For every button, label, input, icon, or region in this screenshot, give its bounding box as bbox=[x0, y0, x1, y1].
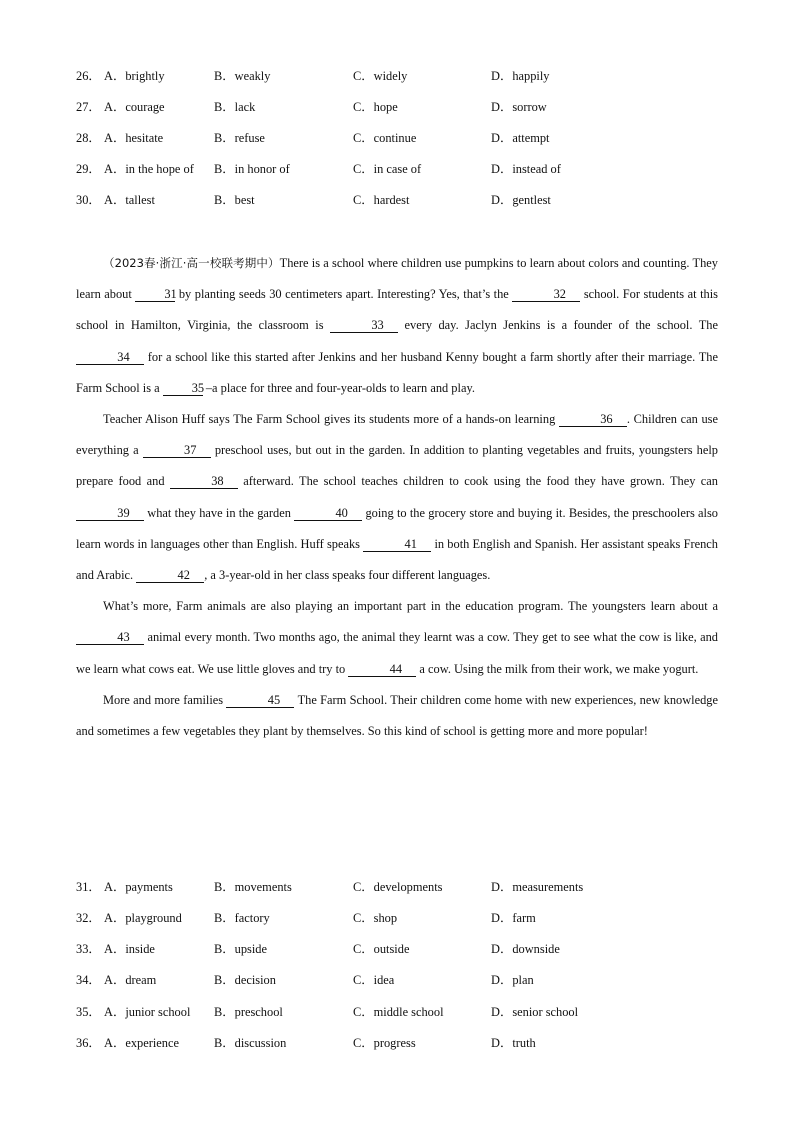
question-number: 36． bbox=[76, 1036, 101, 1050]
option-a: A．brightly bbox=[104, 69, 165, 83]
option-c: C．widely bbox=[353, 69, 408, 83]
option-b: B．preschool bbox=[214, 1005, 283, 1019]
question-number: 33． bbox=[76, 942, 101, 956]
option-b: B．decision bbox=[214, 973, 276, 987]
blank-43: 43 bbox=[76, 630, 144, 645]
option-d: D．truth bbox=[491, 1036, 536, 1050]
blank-44: 44 bbox=[348, 662, 416, 677]
option-c: C．middle school bbox=[353, 1005, 444, 1019]
option-d: D．plan bbox=[491, 973, 534, 987]
option-a: A．courage bbox=[104, 100, 165, 114]
option-c: C．developments bbox=[353, 880, 443, 894]
blank-42: 42 bbox=[136, 568, 204, 583]
question-number: 32． bbox=[76, 911, 101, 925]
option-a: A．inside bbox=[104, 942, 155, 956]
option-c: C．shop bbox=[353, 911, 398, 925]
option-d: D．downside bbox=[491, 942, 560, 956]
option-c: C．continue bbox=[353, 131, 417, 145]
option-b: B．lack bbox=[214, 100, 256, 114]
option-d: D．gentlest bbox=[491, 193, 551, 207]
passage-paragraph-2: Teacher Alison Huff says The Farm School gives its students more of a hands-on learning 36 . Children can use everything a 37 preschool uses, but out in the garden. In addition to planting vegetables and fruits, youngsters help prepare food and 38 afterward. The school teaches children to cook using the food they have grown. They can 39 what they have in the garden 40 going to the grocery store and buying it. Besides, the preschoolers also learn words in languages other than English. Huff speaks 41 in both English and Spanish. Her assistant speaks French and Arabic. 42 , a 3-year-old in her class speaks four different languages. bbox=[76, 412, 718, 583]
blank-41: 41 bbox=[363, 537, 431, 552]
option-a: A．junior school bbox=[104, 1005, 191, 1019]
option-b: B．factory bbox=[214, 911, 270, 925]
option-c: C．outside bbox=[353, 942, 410, 956]
blank-35: 35 bbox=[163, 381, 203, 396]
option-c: C．in case of bbox=[353, 162, 422, 176]
question-number: 29． bbox=[76, 162, 101, 176]
option-d: D．farm bbox=[491, 911, 536, 925]
option-a: A．dream bbox=[104, 973, 157, 987]
option-c: C．hardest bbox=[353, 193, 410, 207]
passage-source: （2023春·浙江·高一校联考期中） bbox=[103, 256, 280, 270]
blank-32: 32 bbox=[512, 287, 580, 302]
question-number: 34． bbox=[76, 973, 101, 987]
option-b: B．weakly bbox=[214, 69, 271, 83]
option-d: D．instead of bbox=[491, 162, 561, 176]
option-b: B．discussion bbox=[214, 1036, 287, 1050]
option-d: D．attempt bbox=[491, 131, 550, 145]
cloze-passage bbox=[76, 248, 718, 747]
blank-40: 40 bbox=[294, 506, 362, 521]
question-number: 26． bbox=[76, 69, 101, 83]
passage-paragraph-3: What’s more, Farm animals are also playing an important part in the education program. The youngsters learn about a 43 animal every month. Two months ago, the animal they learnt was a cow. They get to see what the cow is like, and we learn what cows eat. We use little gloves and try to 44 a cow. Using the milk from their work, we make yogurt. bbox=[76, 599, 718, 676]
question-number: 35． bbox=[76, 1005, 101, 1019]
blank-31: 31 bbox=[135, 287, 175, 302]
option-c: C．progress bbox=[353, 1036, 416, 1050]
option-b: B．in honor of bbox=[214, 162, 290, 176]
option-b: B．refuse bbox=[214, 131, 265, 145]
blank-34: 34 bbox=[76, 350, 144, 365]
option-c: C．hope bbox=[353, 100, 398, 114]
option-a: A．tallest bbox=[104, 193, 155, 207]
option-a: A．playground bbox=[104, 911, 182, 925]
option-a: A．payments bbox=[104, 880, 173, 894]
option-b: B．upside bbox=[214, 942, 268, 956]
option-a: A．in the hope of bbox=[104, 162, 194, 176]
option-b: B．movements bbox=[214, 880, 292, 894]
option-d: D．sorrow bbox=[491, 100, 547, 114]
blank-45: 45 bbox=[226, 693, 294, 708]
blank-37: 37 bbox=[143, 443, 211, 458]
passage-paragraph-4: More and more families 45 The Farm School. Their children come home with new experiences, new knowledge and sometimes a few vegetables they plant by themselves. So this kind of school is getting more and more popular! bbox=[76, 692, 719, 739]
question-number: 27． bbox=[76, 100, 101, 114]
blank-36: 36 bbox=[559, 412, 627, 427]
option-d: D．senior school bbox=[491, 1005, 579, 1019]
option-b: B．best bbox=[214, 193, 255, 207]
blank-33: 33 bbox=[330, 318, 398, 333]
option-a: A．hesitate bbox=[104, 131, 164, 145]
option-d: D．measurements bbox=[491, 880, 584, 894]
question-number: 30． bbox=[76, 193, 101, 207]
passage-paragraph-1: （2023春·浙江·高一校联考期中）There is a school where children use pumpkins to learn about colors and counting. They learn about 31 by planting seeds 30 centimeters apart. Interesting? Yes, that’s the 32 school. For students at this school in Hamilton, Virginia, the classroom is 33 every day. Jaclyn Jenkins is a founder of the school. The 34 for a school like this started after Jenkins and her husband Kenny bought a farm shortly after their marriage. The Farm School is a 35 –a place for three and four-year-olds to learn and play. bbox=[76, 256, 718, 395]
option-a: A．experience bbox=[104, 1036, 179, 1050]
option-c: C．idea bbox=[353, 973, 395, 987]
blank-38: 38 bbox=[170, 474, 238, 489]
question-number: 28． bbox=[76, 131, 101, 145]
blank-39: 39 bbox=[76, 506, 144, 521]
option-d: D．happily bbox=[491, 69, 550, 83]
question-number: 31． bbox=[76, 880, 101, 894]
